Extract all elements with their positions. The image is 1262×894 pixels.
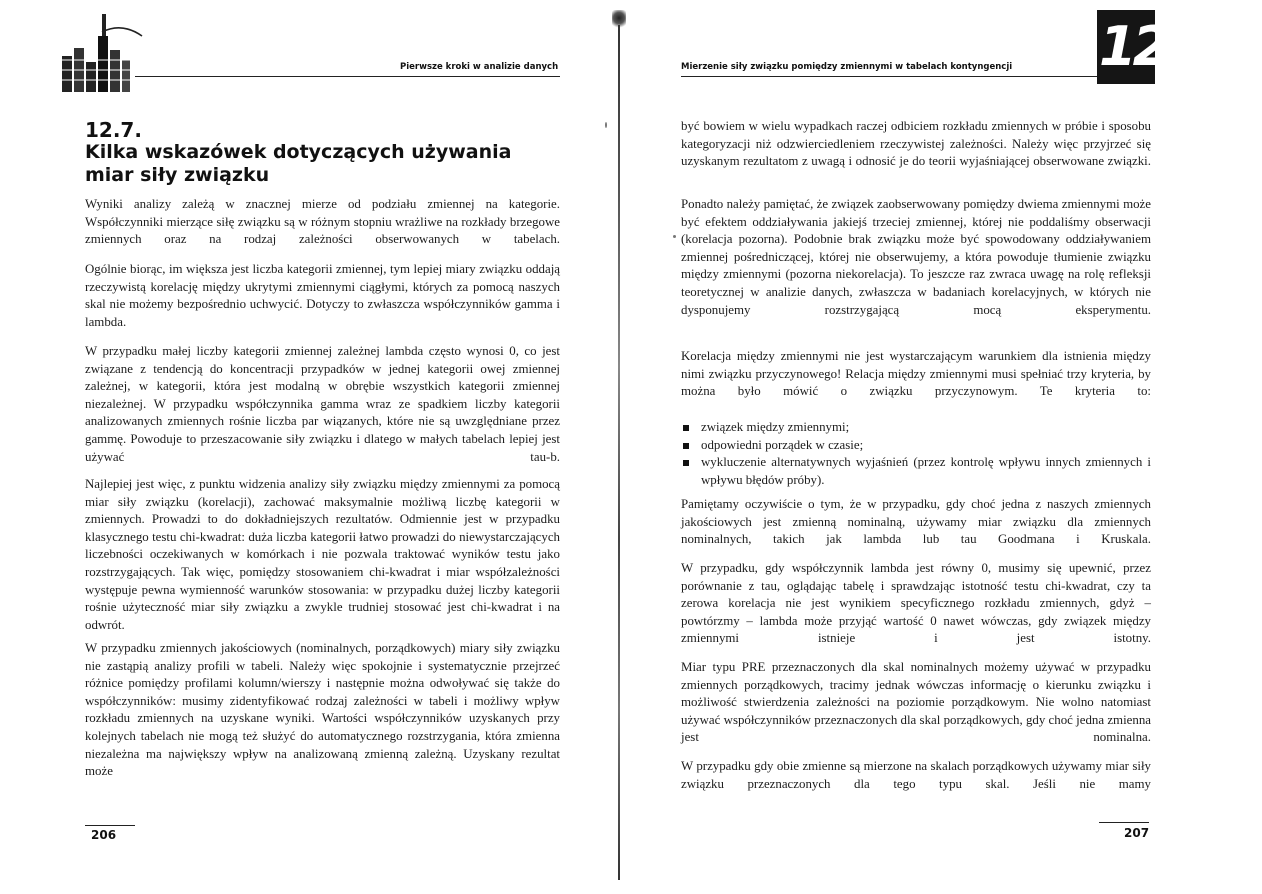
running-head-left: Pierwsze kroki w analizie danych	[400, 62, 559, 72]
paragraph: W przypadku małej liczby kategorii zmiennej zależnej lambda często wynosi 0, co jest związane z tendencją do koncentracji przypadków w jednej kategorii owej zmiennej zależnej, w kategorii, która jest modalną w obrębie wszystkich kategorii zmiennej niezależnej. W przypadku współczynnika gamma wraz ze spadkiem liczby kategorii analizowanych zmiennych rośnie liczba par wiązanych, które nie są uwzględniane przez gammę. Powoduje to przeszacowanie siły związku i dlatego w małych tabelach lepiej jest używać tau-b.	[85, 344, 560, 464]
section-title-line: miar siły związku	[85, 164, 270, 186]
bullet-square-icon	[683, 443, 689, 449]
list-item	[681, 454, 1151, 489]
chapter-number: 12	[1099, 15, 1167, 78]
list-item-text: odpowiedni porządek w czasie;	[701, 437, 864, 452]
scan-speck	[673, 235, 676, 238]
paragraph: W przypadku gdy obie zmienne są mierzone na skalach porządkowych używamy miar siły związku przeznaczonych dla tego typu skal. Jeśli nie mamy	[681, 759, 1151, 791]
page-number-right: 207	[1124, 826, 1150, 840]
paragraph: W przypadku zmiennych jakościowych (nominalnych, porządkowych) miary siły związku nie zastąpią analizy profili w tabeli. Należy więc spokojnie i systematycznie przejrzeć różnice pomiędzy profilami kolumn/wierszy i następnie można odwoływać się także do współczynników: musimy zidentyfikować rodzaj zależności w tabeli i możliwy wpływ rozkładu zmiennych na uzyskane wyniki. Wartości współczynników uzyskanych przy kolejnych tabelach nie mogą też służyć do automatycznego rozstrzygania, która zmienna niezależna ma największy wpływ na analizowaną zmienną zależną. Uzyskany rezultat może	[85, 641, 560, 779]
paragraph: Miar typu PRE przeznaczonych dla skal nominalnych możemy używać w przypadku zmiennych porządkowych, tracimy jednak wówczas informację o kierunku związku i możliwość stwierdzenia zależności na poziomie porządkowym. Nie wolno natomiast używać współczynników przeznaczonych dla skal porządkowych, gdy choć jedna zmienna jest nominalna.	[681, 660, 1151, 745]
paragraph: Najlepiej jest więc, z punktu widzenia analizy siły związku między zmiennymi za pomocą miar siły związku (korelacji), zachować maksymalnie możliwą liczbę kategorii w zmiennych. Prowadzi to do dokładniejszych rezultatów. Odmiennie jest w przypadku klasycznego testu chi-kwadrat: duża liczba kategorii łatwo prowadzi do niewystarczających liczebności oczekiwanych w komórkach i nie pozwala traktować wyników testu jako rozstrzygających. Tak więc, pomiędzy stosowaniem chi-kwadrat i miar współzależności występuje pewna wymienność warunków stosowania: w przypadku dużej liczby kategorii rośnie użyteczność miar siły związku a zwykle trudniej stosować jest chi-kwadrat i na odwrót.	[85, 477, 560, 632]
paragraph: Ogólnie biorąc, im większa jest liczba kategorii zmiennej, tym lepiej miary związku oddają rzeczywistą korelację między ukrytymi zmiennymi ciągłymi, których za pomocą naszych skal nie możemy bezpośrednio uchwycić. Dotyczy to zwłaszcza współczynników gamma i lambda.	[85, 262, 560, 329]
section-title-line: Kilka wskazówek dotyczących używania	[85, 141, 512, 163]
bullet-square-icon	[683, 425, 689, 431]
list-item	[681, 437, 1151, 455]
running-head-right: Mierzenie siły związku pomiędzy zmiennymi w tabelach kontyngencji	[681, 62, 1013, 72]
page-number-left: 206	[91, 828, 117, 842]
paragraph: Wyniki analizy zależą w znacznej mierze od podziału zmiennej na kategorie. Współczynniki mierzące siłę związku są w różnym stopniu wrażliwe na rozkłady brzegowe zmiennych oraz na rodzaj zależności obserwowanych w tabelach.	[85, 197, 560, 247]
section-number: 12.7.	[85, 118, 142, 142]
paragraph: być bowiem w wielu wypadkach raczej odbiciem rozkładu zmiennych w próbie i sposobu kategoryzacji niż odzwierciedleniem rzeczywistej zależności. Należy więc przyjrzeć się uzyskanym rezultatom z uwagą i odnosić je do teorii wyjaśniającej obserwowane związki.	[681, 119, 1151, 169]
criteria-list	[681, 419, 1151, 489]
folio-rule-right	[1099, 822, 1149, 823]
list-item-text: wykluczenie alternatywnych wyjaśnień (przez kontrolę wpływu innych zmiennych i wpływu błędów próby).	[701, 455, 1151, 487]
paragraph: Pamiętamy oczywiście o tym, że w przypadku, gdy choć jedna z naszych zmiennych jakościowych jest zmienną nominalną, używamy miar związku dla zmiennych nominalnych, takich jak lambda lub tau Goodmana i Kruskala.	[681, 497, 1151, 547]
paragraph: Korelacja między zmiennymi nie jest wystarczającym warunkiem dla istnienia między nimi związku przyczynowego! Relacja między zmiennymi musi spełniać trzy kryteria, by można było mówić o związku przyczynowym. Te kryteria to:	[681, 349, 1151, 399]
list-item	[681, 419, 1151, 437]
list-item-text: związek między zmiennymi;	[701, 420, 850, 434]
chapter-tab	[1097, 10, 1167, 84]
paragraph: Ponadto należy pamiętać, że związek zaobserwowany pomiędzy dwiema zmiennymi może być efektem oddziaływania jakiejś trzeciej zmiennej, której nie poddaliśmy obserwacji (korelacja pozorna). Podobnie brak związku może być spowodowany oddziaływaniem zmiennej pośredniczącej, której nie obserwujemy, a która powoduje tłumienie związku między zmiennymi (pozorna niekorelacja). To jeszcze raz zwraca uwagę na rolę refleksji teoretycznej w analizie danych, zwłaszcza w badaniach korelacyjnych, w których nie dysponujemy rozstrzygającą mocą eksperymentu.	[681, 197, 1151, 317]
paragraph: W przypadku, gdy współczynnik lambda jest równy 0, musimy się upewnić, przez porównanie z tau, oglądając tabelę i sprawdzając istotność testu chi-kwadrat, czy ta zerowa korelacja nie jest wynikiem specyficznego rozkładu zmiennych, gdyż – powtórzmy – lambda może przyjąć wartość 0 nawet wówczas, gdy związek między zmiennymi istnieje i jest istotny.	[681, 561, 1151, 646]
bullet-square-icon	[683, 460, 689, 466]
header-rule-right	[681, 76, 1099, 77]
